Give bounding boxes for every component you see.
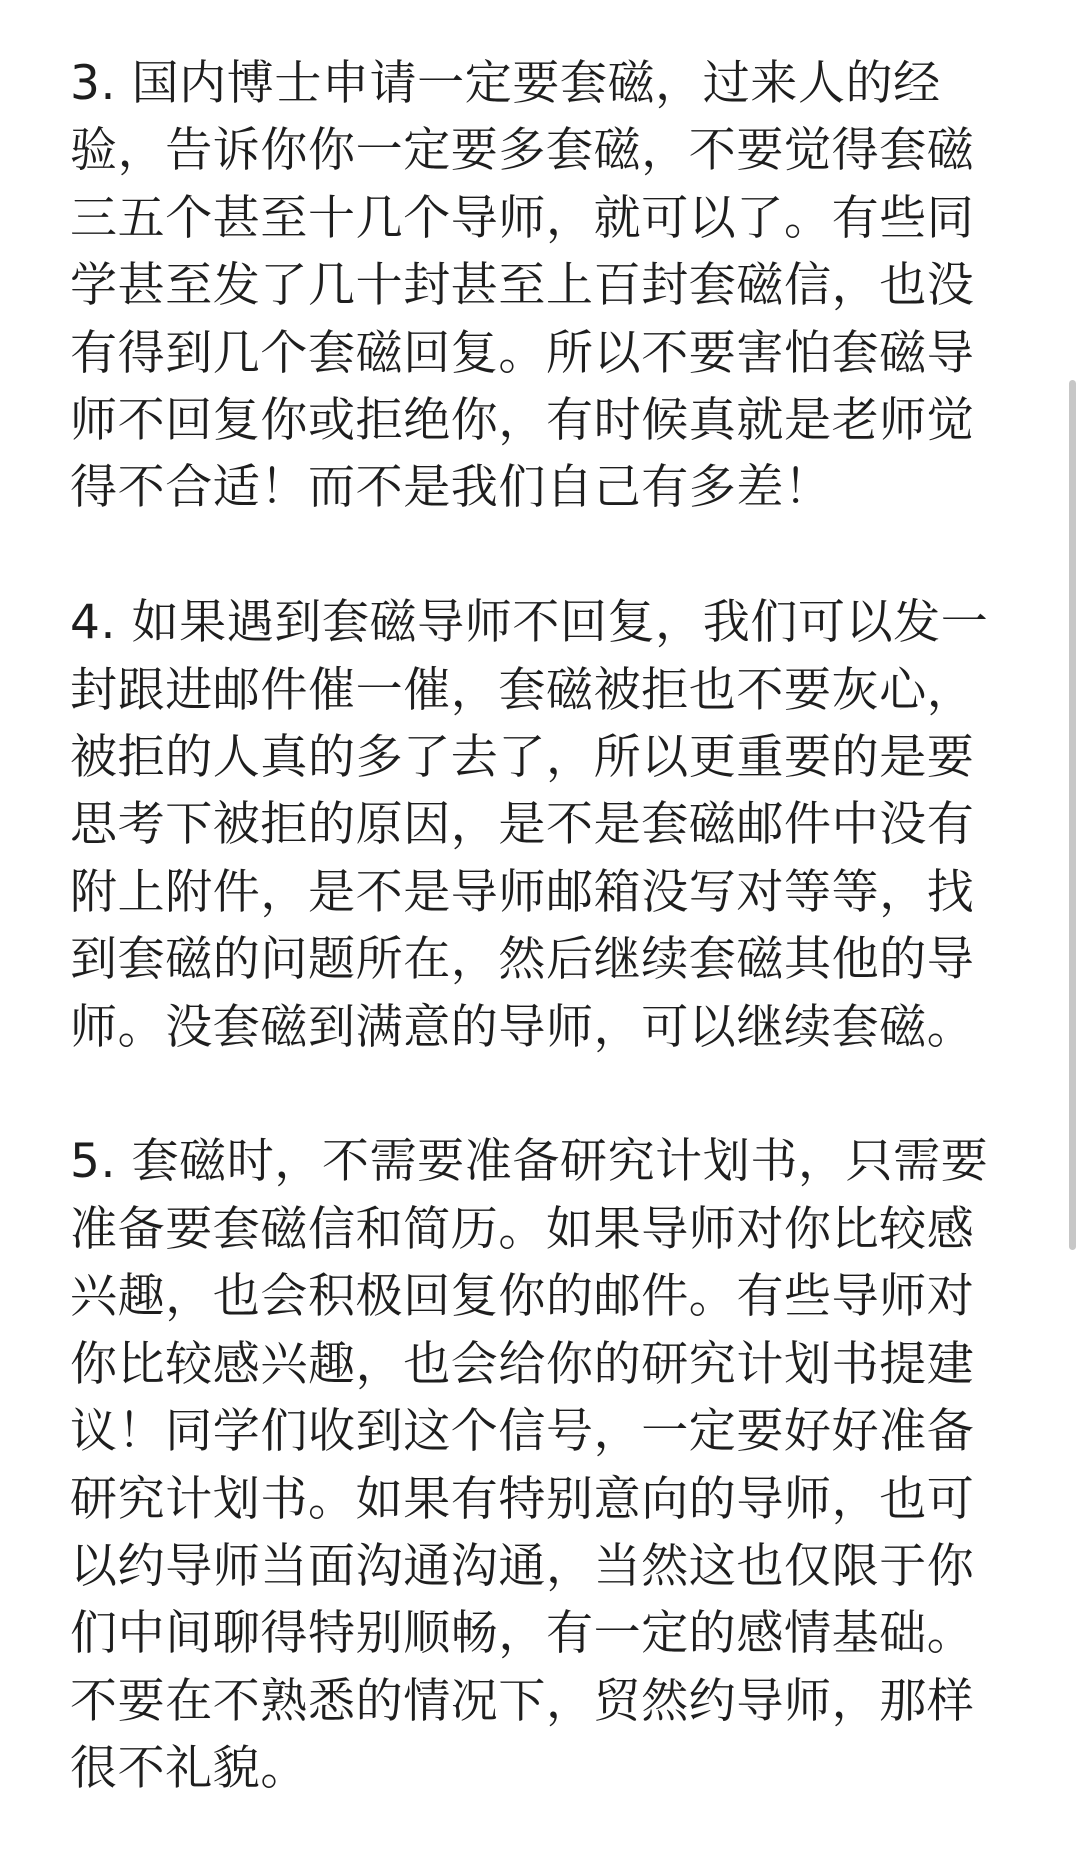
- text-line: 验，告诉你你一定要多套磁，不要觉得套磁: [70, 123, 975, 179]
- text-line: 研究计划书。如果有特别意向的导师，也可: [70, 1471, 975, 1527]
- text-line: 被拒的人真的多了去了，所以更重要的是要: [70, 730, 975, 786]
- paragraph-4: [70, 589, 1005, 1061]
- text-line: 三五个甚至十几个导师，就可以了。有些同: [70, 190, 975, 246]
- paragraph-5: [70, 1128, 1005, 1802]
- text-line: 到套磁的问题所在，然后继续套磁其他的导: [70, 932, 975, 988]
- scrollbar-thumb[interactable]: [1069, 380, 1076, 1250]
- text-line: 不要在不熟悉的情况下，贸然约导师，那样: [70, 1673, 975, 1729]
- article-body: [70, 50, 1005, 1870]
- text-line: 师不回复你或拒绝你，有时候真就是老师觉: [70, 393, 975, 449]
- text-line: 以约导师当面沟通沟通，当然这也仅限于你: [70, 1538, 975, 1594]
- text-line: 3. 国内博士申请一定要套磁，过来人的经: [70, 56, 941, 111]
- text-line: 很不礼貌。: [70, 1741, 308, 1797]
- text-line: 附上附件，是不是导师邮箱没写对等等，找: [70, 864, 975, 920]
- text-line: 准备要套磁信和简历。如果导师对你比较感: [70, 1201, 975, 1257]
- text-line: 有得到几个套磁回复。所以不要害怕套磁导: [70, 325, 975, 381]
- text-line: 得不合适！而不是我们自己有多差！: [70, 460, 832, 516]
- text-line: 思考下被拒的原因，是不是套磁邮件中没有: [70, 797, 975, 853]
- paragraph-3: [70, 50, 1005, 522]
- text-line: 兴趣，也会积极回复你的邮件。有些导师对: [70, 1269, 975, 1325]
- text-line: 学甚至发了几十封甚至上百封套磁信，也没: [70, 258, 975, 314]
- text-line: 你比较感兴趣，也会给你的研究计划书提建: [70, 1336, 975, 1392]
- text-line: 们中间聊得特别顺畅，有一定的感情基础。: [70, 1606, 975, 1662]
- text-line: 封跟进邮件催一催，套磁被拒也不要灰心，: [70, 662, 975, 718]
- text-line: 师。没套磁到满意的导师，可以继续套磁。: [70, 999, 975, 1055]
- text-line: 4. 如果遇到套磁导师不回复，我们可以发一: [70, 595, 989, 651]
- text-line: 议！同学们收到这个信号，一定要好好准备: [70, 1404, 975, 1460]
- text-line: 5. 套磁时，不需要准备研究计划书，只需要: [70, 1134, 989, 1190]
- vertical-scrollbar[interactable]: [1066, 0, 1080, 1834]
